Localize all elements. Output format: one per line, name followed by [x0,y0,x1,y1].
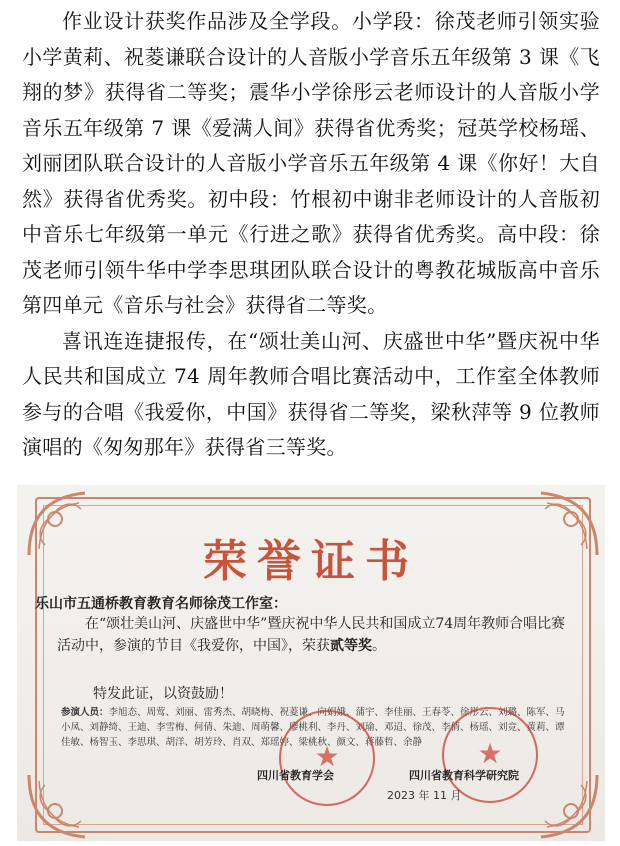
certificate-body-end: 。 [372,638,386,654]
participants-label: 参演人员： [61,707,109,718]
issuer-education-society: 四川省教育学会 [257,769,334,782]
issuer-research-institute: 四川省教育科学研究院 [409,769,519,782]
corner-ornament-icon [531,771,601,841]
corner-ornament-icon [25,771,95,841]
certificate-photo [17,485,605,841]
participants-list: 李旭态、周莺、刘丽、雷秀杰、胡晓梅、祝菱谦、向娟娥、蒲宇、李佳丽、王春苓、徐彤云、刘璐、陈军、马小凤、刘静绮、王迪、李雪梅、何倩、朱迪、周萌馨、廖桃利、李丹、刘瑜、邓迢、徐茂、李倩、杨瑶、刘竞、黄莉、谭佳敏、杨智玉、李思琪、胡洋、胡芳玲、肖双、郑瑶婷、梁桃秋、颜文、蒋藤哲、余静 [61,707,565,748]
article-paragraph-1: 作业设计获奖作品涉及全学段。小学段：徐茂老师引领实验小学黄莉、祝菱谦联合设计的人音版小学音乐五年级第 3 课《飞翔的梦》获得省二等奖；震华小学徐彤云老师设计的人音版小学音乐五年级第 7 课《爱满人间》获得省优秀奖；冠英学校杨瑶、刘丽团队联合设计的人音版小学音乐五年级第 4 课《你好！大自然》获得省优秀奖。初中段：竹根初中谢非老师设计的人音版初中音乐七年级第一单元《行进之歌》获得省优秀奖。高中段：徐茂老师引领牛华中学李思琪团队联合设计的粤教花城版高中音乐第四单元《音乐与社会》获得省二等奖。 [22,9,600,317]
certificate-body [57,613,567,657]
article-paragraph-2: 喜讯连连捷报传，在“颂壮美山河、庆盛世中华”暨庆祝中华人民共和国成立 74 周年教师合唱比赛活动中，工作室全体教师参与的合唱《我爱你，中国》获得省二等奖，梁秋萍等 9 位教师演唱的《匆匆那年》获得省三等奖。 [22,328,600,459]
certificate-prize: 贰等奖 [330,638,372,654]
certificate-body-text: 在“颂壮美山河、庆盛世中华”暨庆祝中华人民共和国成立74周年教师合唱比赛活动中，参演的节目《我爱你，中国》，荣获 [57,616,566,654]
certificate-date: 2023 年 11 月 [387,789,462,802]
certificate-closing: 特发此证，以资鼓励！ [93,686,233,702]
article-text [22,4,600,466]
certificate-addressee: 乐山市五通桥教育教育名师徐茂工作室： [35,596,287,612]
certificate-title: 荣誉证书 [203,536,419,587]
red-seal-icon [279,710,375,806]
